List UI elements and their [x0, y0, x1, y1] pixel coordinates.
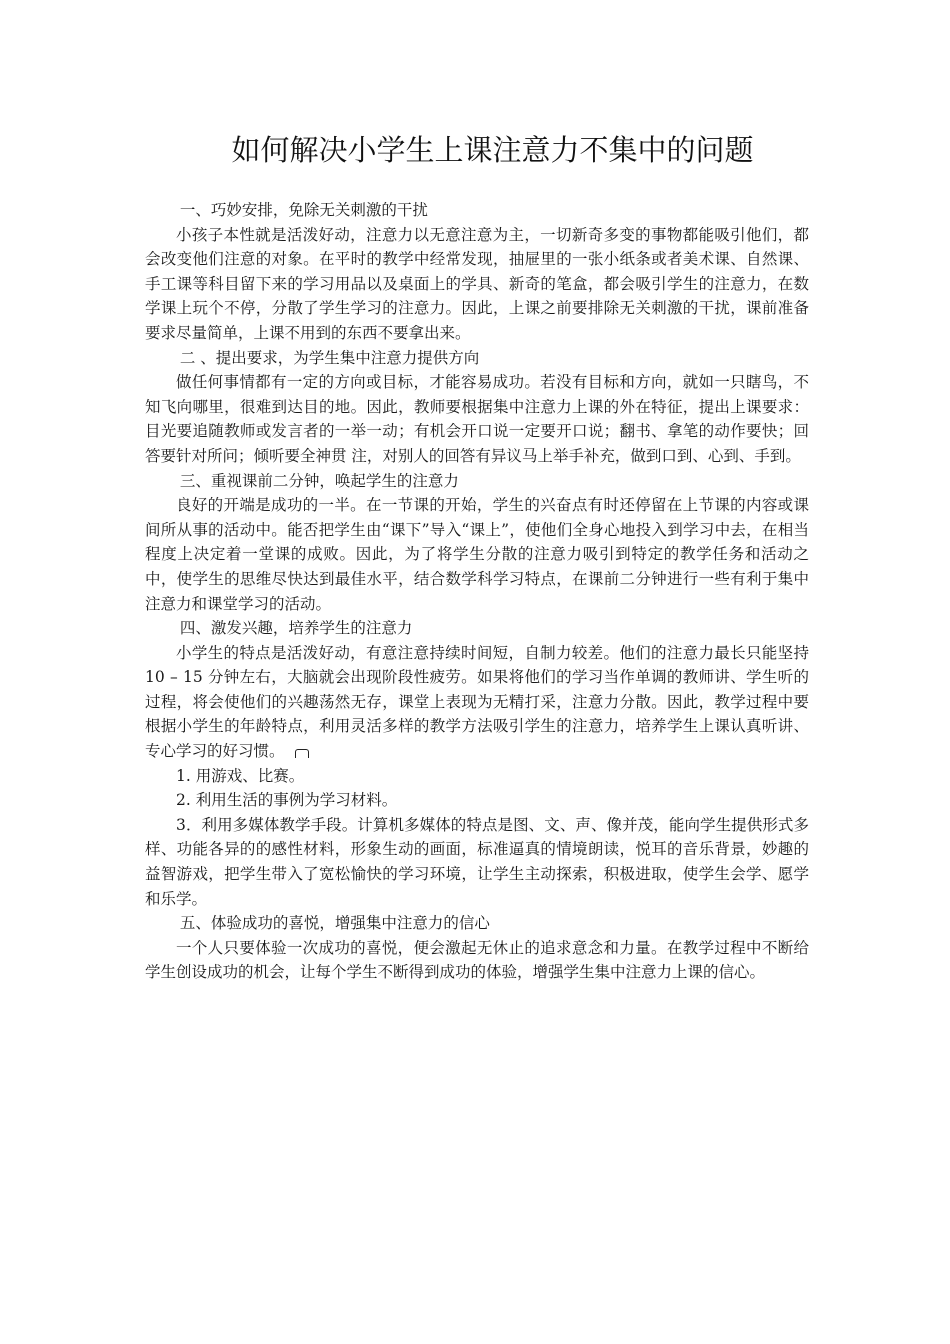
body-paragraph: 做任何事情都有一定的方向或目标，才能容易成功。若没有目标和方向，就如一只瞎鸟，不知飞向哪里，很难到达目的地。因此，教师要根据集中注意力上课的外在特征，提出上课要求：目光要追随教师或发言者的一举一动；有机会开口说一定要开口说；翻书、拿笔的动作要快；回答要针对所问；倾听要全神贯 注，对别人的回答有异议马上举手补充，做到口到、心到、手到。 [145, 373, 809, 465]
section-heading-1: 一、巧妙安排，免除无关刺激的干扰 [179, 201, 428, 219]
body-paragraph: 良好的开端是成功的一半。在一节课的开始，学生的兴奋点有时还停留在上节课的内容或课间所从事的活动中。能否把学生由“课下”导入“课上”，使他们全身心地投入到学习中去，在相当程度上决定着一堂课的成败。因此，为了将学生分散的注意力吸引到特定的教学任务和活动之中，使学生的思维尽快达到最佳水平，结合数学科学习特点，在课前二分钟进行一些有利于集中注意力和课堂学习的活动。 [145, 496, 809, 613]
list-item: 1. 用游戏、比赛。 [176, 766, 305, 785]
list-item: 2. 利用生活的事例为学习材料。 [176, 791, 398, 810]
body-paragraph-with-mark [145, 641, 809, 764]
page-title: 如何解决小学生上课注意力不集中的问题 [231, 133, 754, 167]
section-heading-3: 三、重视课前二分钟，唤起学生的注意力 [179, 471, 459, 490]
body-paragraph: 一个人只要体验一次成功的喜悦，便会激起无休止的追求意念和力量。在教学过程中不断给学生创设成功的机会，让每个学生不断得到成功的体验，增强学生集中注意力上课的信心。 [145, 938, 809, 982]
list-item: 3．利用多媒体教学手段。计算机多媒体的特点是图、文、声、像并茂，能向学生提供形式多样、功能各异的的感性材料，形象生动的画面，标准逼真的情境朗读，悦耳的音乐背景，妙趣的益智游戏，把学生带入了宽松愉快的学习环境，让学生主动探索，积极进取，使学生会学、愿学和乐学。 [145, 815, 809, 908]
document-body [145, 198, 809, 985]
body-paragraph: 小孩子本性就是活泼好动，注意力以无意注意为主，一切新奇多变的事物都能吸引他们，都会改变他们注意的对象。在平时的教学中经常发现，抽屉里的一张小纸条或者美术课、自然课、手工课等科目留下来的学习用品以及桌面上的学具、新奇的笔盒，都会吸引学生的注意力，在数学课上玩个不停，分散了学生学习的注意力。因此，上课之前要排除无关刺激的干扰，课前准备要求尽量简单，上课不用到的东西不要拿出来。 [145, 225, 809, 342]
section-heading-5: 五、体验成功的喜悦，增强集中注意力的信心 [179, 914, 490, 933]
body-paragraph-text: 小学生的特点是活泼好动，有意注意持续时间短，自制力较差。他们的注意力最长只能坚持 10 – 15 分钟左右，大脑就会出现阶段性疲劳。如果将他们的学习当作单调的教师讲、学生听的过程，将会使他们的兴趣荡然无存，课堂上表现为无精打采，注意力分散。因此，教学过程中要根据小学生的年龄特点，利用灵活多样的教学方法吸引学生的注意力，培养学生上课认真听讲、专心学习的好习惯。 [145, 643, 809, 761]
section-heading-4: 四、激发兴趣，培养学生的注意力 [179, 619, 413, 638]
edit-mark-icon [295, 749, 309, 758]
section-heading-2: 二 、提出要求，为学生集中注意力提供方向 [179, 348, 480, 367]
